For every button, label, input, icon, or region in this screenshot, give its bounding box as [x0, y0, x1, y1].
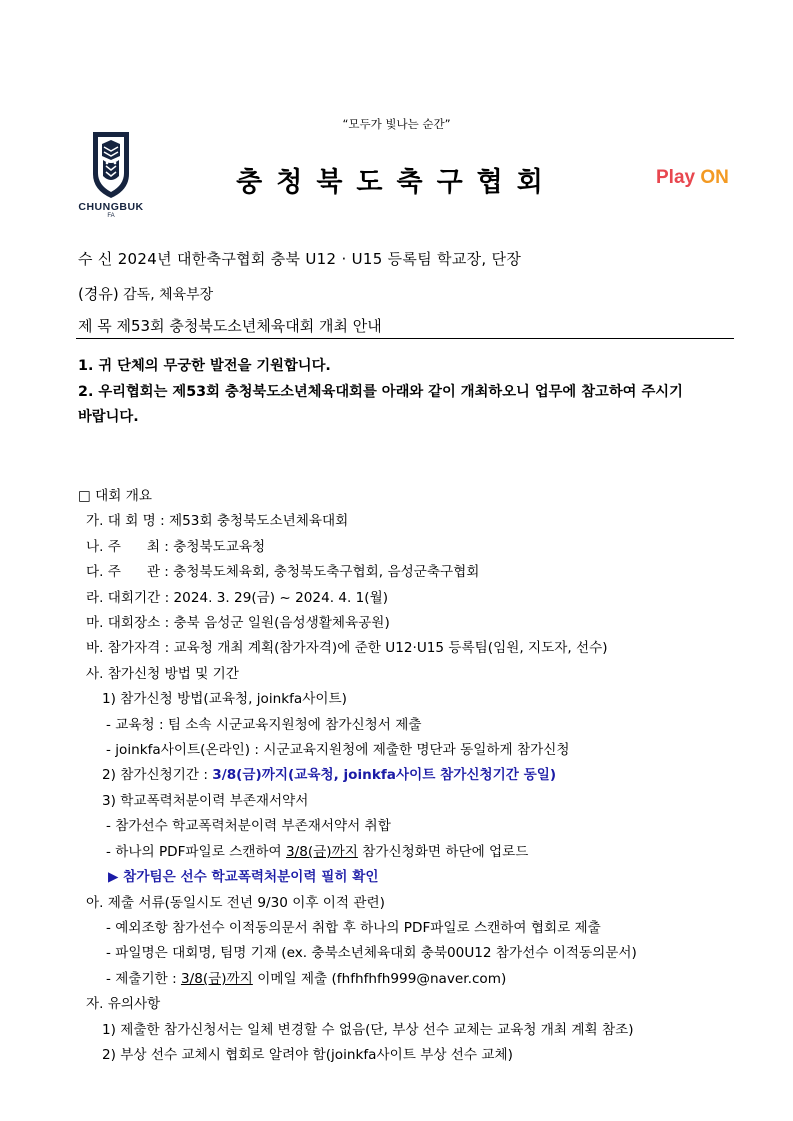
header-divider: [76, 338, 734, 339]
sa2-prefix: 2) 참가신청기간 :: [102, 767, 213, 784]
section-title: □ 대회 개요: [78, 488, 153, 504]
sa2-deadline: 3/8(금)까지(교육청, joinkfa사이트 참가신청기간 동일): [212, 767, 557, 784]
item-sa-2: [78, 763, 748, 788]
via-value: 감독, 체육부장: [123, 287, 214, 303]
slogan: “모두가 빛나는 순간”: [342, 117, 451, 131]
paragraph-2: 2. 우리협회는 제53회 충청북도소년체육대회를 아래와 같이 개최하오니 업무에 참고하여 주시기: [78, 383, 683, 400]
event-overview-section: [78, 484, 748, 1068]
sa3b-post: 참가신청화면 하단에 업로드: [357, 843, 529, 860]
item-a-1: - 예외조항 참가선수 이적동의문서 취합 후 하나의 PDF파일로 스캔하여 협회로 제출: [106, 919, 601, 936]
item-sa-3: 3) 학교폭력처분이력 부존재서약서: [102, 792, 309, 809]
item-ra: 라. 대회기간 : 2024. 3. 29(금) ~ 2024. 4. 1(월): [86, 589, 389, 606]
logo-subtext: FA: [107, 213, 115, 219]
item-ba: 바. 참가자격 : 교육청 개최 계획(참가자격)에 준한 U12·U15 등록팀(임원, 지도자, 선수): [86, 640, 608, 657]
sa3b-deadline: 3/8(금)까지: [286, 843, 358, 860]
item-ja-1: 1) 제출한 참가신청서는 일체 변경할 수 없음(단, 부상 선수 교체는 교육청 개최 계획 참조): [102, 1021, 634, 1038]
organization-name: 충청북도축구협회: [236, 167, 557, 198]
item-a: 아. 제출 서류(동일시도 전년 9/30 이후 이적 관련): [86, 894, 385, 911]
item-ga: 가. 대 회 명 : 제53회 충청북도소년체육대회: [86, 513, 349, 530]
item-ma: 마. 대회장소 : 충북 음성군 일원(음성생활체육공원): [86, 615, 390, 632]
body-paragraphs: [78, 354, 738, 431]
item-ja: 자. 유의사항: [86, 996, 161, 1013]
item-sa-3-note: ▶ 참가팀은 선수 학교폭력처분이력 필히 확인: [108, 869, 379, 886]
recipient-line: 수 신 2024년 대한축구협회 충북 U12 · U15 등록팀 학교장, 단장: [78, 250, 522, 268]
item-na: 나. 주 최 : 충청북도교육청: [86, 538, 266, 555]
via-label: (경유): [78, 285, 119, 303]
play-text: Play: [656, 167, 696, 188]
sa3b-pre: - 하나의 PDF파일로 스캔하여: [106, 843, 286, 860]
item-a-3: [78, 967, 748, 992]
item-a-2: - 파일명은 대회명, 팀명 기재 (ex. 충북소년체육대회 충북00U12 참가선수 이적동의문서): [106, 945, 637, 962]
item-sa: 사. 참가신청 방법 및 기간: [86, 665, 239, 682]
on-text: ON: [700, 167, 729, 188]
a3-deadline: 3/8(금)까지: [180, 970, 253, 987]
item-ja-2: 2) 부상 선수 교체시 협회로 알려야 함(joinkfa사이트 부상 선수 교체): [102, 1046, 513, 1063]
item-sa-1-b: - joinkfa사이트(온라인) : 시군교육지원청에 제출한 명단과 동일하게 참가신청: [106, 742, 570, 759]
item-sa-3-b: [78, 840, 748, 865]
item-sa-1-a: - 교육청 : 팀 소속 시군교육지원청에 참가신청서 제출: [106, 716, 422, 733]
subject-line: 제 목 제53회 충청북도소년체육대회 개최 안내: [78, 317, 382, 335]
play-on-logo: [656, 167, 729, 189]
logo-text: CHUNGBUK: [78, 201, 144, 213]
paragraph-2-cont: 바랍니다.: [78, 409, 139, 426]
a3-post: 이메일 제출 (fhfhfhfh999@naver.com): [252, 970, 507, 987]
item-sa-1: 1) 참가신청 방법(교육청, joinkfa사이트): [102, 691, 347, 708]
item-sa-3-a: - 참가선수 학교폭력처분이력 부존재서약서 취합: [106, 818, 391, 835]
a3-pre: - 제출기한 :: [106, 970, 181, 987]
item-da: 다. 주 관 : 충청북도체육회, 충청북도축구협회, 음성군축구협회: [86, 564, 480, 581]
via-line: [78, 283, 213, 304]
paragraph-1: 1. 귀 단체의 무궁한 발전을 기원합니다.: [78, 358, 331, 374]
